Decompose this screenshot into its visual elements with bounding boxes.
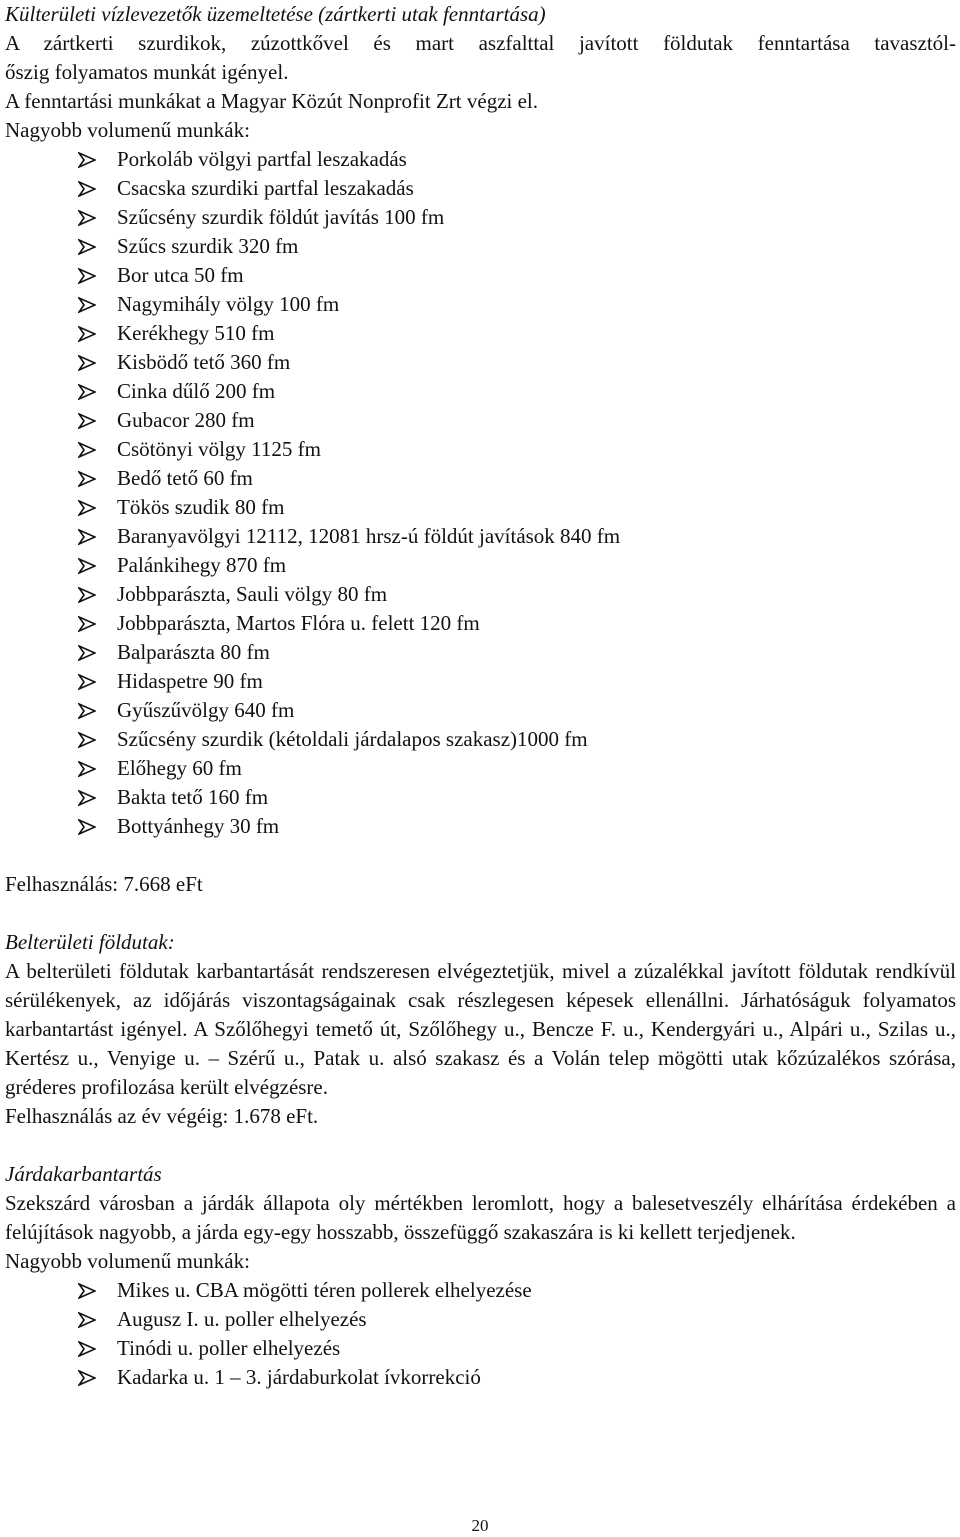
list-item [5, 232, 956, 261]
arrow-bullet-icon [78, 500, 96, 516]
list-item [5, 145, 956, 174]
list-item [5, 493, 956, 522]
arrow-bullet-icon [78, 355, 96, 371]
usage-total: Felhasználás: 7.668 eFt [5, 872, 203, 896]
list-item-text: Kadarka u. 1 – 3. járdaburkolat ívkorrekció [117, 1365, 481, 1389]
list-item [5, 290, 956, 319]
arrow-bullet-icon [78, 1312, 96, 1328]
section-title-belteruleti: Belterületi földutak: [5, 930, 175, 954]
arrow-bullet-icon [78, 152, 96, 168]
list-item-text: Bor utca 50 fm [117, 263, 244, 287]
list-item [5, 1363, 956, 1392]
arrow-bullet-icon [78, 239, 96, 255]
arrow-bullet-icon [78, 674, 96, 690]
list-item [5, 725, 956, 754]
arrow-bullet-icon [78, 297, 96, 313]
arrow-bullet-icon [78, 703, 96, 719]
list-item-text: Tinódi u. poller elhelyezés [117, 1336, 341, 1360]
arrow-bullet-icon [78, 268, 96, 284]
paragraph: Szekszárd városban a járdák állapota oly mértékben leromlott, hogy a balesetveszély elhárítása érdekében a felújítások nagyobb, a járda egy-egy hosszabb, összefüggő szakaszára is ki kellett terjedjenek. [5, 1191, 956, 1244]
arrow-bullet-icon [78, 1370, 96, 1386]
list-item-text: Jobbparászta, Sauli völgy 80 fm [117, 582, 388, 606]
list-item [5, 464, 956, 493]
arrow-bullet-icon [78, 442, 96, 458]
list-item-text: Csötönyi völgy 1125 fm [117, 437, 321, 461]
list-item-text: Gyűszűvölgy 640 fm [117, 698, 295, 722]
page-number: 20 [471, 1516, 489, 1535]
arrow-bullet-icon [78, 587, 96, 603]
list-item-text: Előhegy 60 fm [117, 756, 242, 780]
list-item-text: Bakta tető 160 fm [117, 785, 269, 809]
list-item-text: Cinka dűlő 200 fm [117, 379, 276, 403]
arrow-bullet-icon [78, 732, 96, 748]
list-item [5, 551, 956, 580]
list-item [5, 609, 956, 638]
arrow-bullet-icon [78, 761, 96, 777]
list-item-text: Jobbparászta, Martos Flóra u. felett 120 fm [117, 611, 480, 635]
paragraph: A belterületi földutak karbantartását rendszeresen elvégeztetjük, mivel a zúzalékkal javított földutak rendkívül sérülékenyek, az időjárás viszontagságainak csak részlegesen képesek ellenállni. Járhatóságuk folyamatos karbantartást igényel. A Szőlőhegyi temető út, Szőlőhegy u., Bencze F. u., Kendergyári u., Alpári u., Szilas u., Kertész u., Venyige u. – Szérű u., Patak u. alsó szakasz és a Volán telep mögötti utak kőzúzalékos szórása, gréderes profilozása került elvégzésre. [5, 959, 956, 1099]
list-item [5, 319, 956, 348]
list-item [5, 1305, 956, 1334]
list-item [5, 1276, 956, 1305]
list-item-text: Szűcsény szurdik (kétoldali járdalapos szakasz)1000 fm [117, 727, 588, 751]
list-item-text: Nagymihály völgy 100 fm [117, 292, 340, 316]
list-item [5, 783, 956, 812]
list-item [5, 522, 956, 551]
list-item [5, 812, 956, 841]
list-item [5, 377, 956, 406]
document-page [5, 0, 956, 1392]
arrow-bullet-icon [78, 1283, 96, 1299]
list-item-text: Kisbödő tető 360 fm [117, 350, 291, 374]
arrow-bullet-icon [78, 181, 96, 197]
arrow-bullet-icon [78, 326, 96, 342]
list-item-text: Bottyánhegy 30 fm [117, 814, 280, 838]
paragraph-line: A zártkerti szurdikok, zúzottkővel és mart aszfalttal javított földutak fenntartása tavasztól- [5, 31, 956, 55]
works-list [5, 1276, 956, 1392]
list-item-text: Porkoláb völgyi partfal leszakadás [117, 147, 407, 171]
list-item-text: Tökös szudik 80 fm [117, 495, 285, 519]
list-item [5, 261, 956, 290]
list-item [5, 696, 956, 725]
arrow-bullet-icon [78, 1341, 96, 1357]
major-works-label: Nagyobb volumenű munkák: [5, 118, 250, 142]
arrow-bullet-icon [78, 471, 96, 487]
paragraph-line: őszig folyamatos munkát igényel. [5, 60, 289, 84]
list-item-text: Bedő tető 60 fm [117, 466, 253, 490]
arrow-bullet-icon [78, 790, 96, 806]
list-item [5, 754, 956, 783]
list-item-text: Szűcs szurdik 320 fm [117, 234, 299, 258]
paragraph: A fenntartási munkákat a Magyar Közút Nonprofit Zrt végzi el. [5, 89, 538, 113]
list-item-text: Gubacor 280 fm [117, 408, 255, 432]
list-item-text: Csacska szurdiki partfal leszakadás [117, 176, 414, 200]
list-item [5, 174, 956, 203]
arrow-bullet-icon [78, 819, 96, 835]
arrow-bullet-icon [78, 210, 96, 226]
list-item [5, 406, 956, 435]
arrow-bullet-icon [78, 384, 96, 400]
arrow-bullet-icon [78, 645, 96, 661]
list-item-text: Palánkihegy 870 fm [117, 553, 287, 577]
list-item [5, 203, 956, 232]
list-item [5, 348, 956, 377]
list-item-text: Mikes u. CBA mögötti téren pollerek elhelyezése [117, 1278, 532, 1302]
major-works-label: Nagyobb volumenű munkák: [5, 1249, 250, 1273]
list-item [5, 435, 956, 464]
list-item [5, 1334, 956, 1363]
arrow-bullet-icon [78, 413, 96, 429]
list-item-text: Hidaspetre 90 fm [117, 669, 263, 693]
list-item-text: Kerékhegy 510 fm [117, 321, 275, 345]
list-item-text: Szűcsény szurdik földút javítás 100 fm [117, 205, 445, 229]
arrow-bullet-icon [78, 558, 96, 574]
section-title-kulteruleti: Külterületi vízlevezetők üzemeltetése (zártkerti utak fenntartása) [5, 2, 546, 26]
list-item-text: Baranyavölgyi 12112, 12081 hrsz-ú földút javítások 840 fm [117, 524, 621, 548]
list-item [5, 638, 956, 667]
list-item [5, 667, 956, 696]
list-item-text: Balparászta 80 fm [117, 640, 270, 664]
section-title-jardakarbantartas: Járdakarbantartás [5, 1162, 162, 1186]
list-item [5, 580, 956, 609]
list-item-text: Augusz I. u. poller elhelyezés [117, 1307, 367, 1331]
works-list [5, 145, 956, 841]
arrow-bullet-icon [78, 529, 96, 545]
usage-total: Felhasználás az év végéig: 1.678 eFt. [5, 1104, 319, 1128]
arrow-bullet-icon [78, 616, 96, 632]
